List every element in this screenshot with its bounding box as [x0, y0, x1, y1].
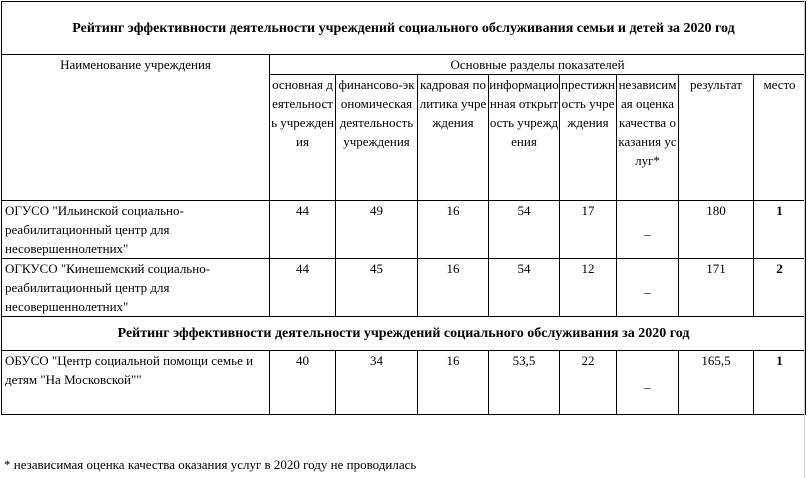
cell-result: 165,5 [679, 351, 754, 415]
section-subtitle: Рейтинг эффективности деятельности учреждений социального обслуживания за 2020 год [2, 317, 806, 351]
cell-value: 16 [418, 259, 489, 317]
cell-result: 171 [679, 259, 754, 317]
header-col-main-activity: основная деятельность учреждения [270, 75, 336, 201]
cell-value: 44 [270, 201, 336, 259]
cell-value: _ [617, 259, 679, 317]
cell-value: 54 [489, 201, 560, 259]
header-indicator-group: Основные разделы показателей [270, 55, 806, 75]
institution-name: ОБУСО "Центр социальной помощи семье и детям "На Московской"" [2, 351, 270, 415]
header-col-openness: информационная открытость учреждения [489, 75, 560, 201]
header-col-prestige: престижность учреждения [560, 75, 617, 201]
cell-place: 1 [754, 201, 806, 259]
header-institution-name: Наименование учреждения [2, 55, 270, 201]
table-row [2, 259, 806, 317]
cell-value: 17 [560, 201, 617, 259]
cell-value: 16 [418, 351, 489, 415]
table-title: Рейтинг эффективности деятельности учреждений социального обслуживания семьи и детей за 2020 год [2, 2, 806, 55]
cell-value: 12 [560, 259, 617, 317]
cell-value: 53,5 [489, 351, 560, 415]
cell-value: 16 [418, 201, 489, 259]
header-col-result: результат [679, 75, 754, 201]
cell-value: 40 [270, 351, 336, 415]
institution-name: ОГУСО "Ильинской социально-реабилитационный центр для несовершеннолетних" [2, 201, 270, 259]
cell-value: 44 [270, 259, 336, 317]
cell-value: 54 [489, 259, 560, 317]
header-col-personnel: кадровая политика учреждения [418, 75, 489, 201]
sheet-edge-divider [804, 0, 805, 478]
cell-value: 34 [336, 351, 418, 415]
header-col-financial: финансово-экономическая деятельность учреждения [336, 75, 418, 201]
rating-table [1, 1, 806, 415]
cell-value: _ [617, 351, 679, 415]
header-col-place: место [754, 75, 806, 201]
cell-place: 2 [754, 259, 806, 317]
table-row [2, 201, 806, 259]
institution-name: ОГКУСО "Кинешемский социально-реабилитационный центр для несовершеннолетних" [2, 259, 270, 317]
cell-value: _ [617, 201, 679, 259]
cell-value: 22 [560, 351, 617, 415]
cell-value: 45 [336, 259, 418, 317]
cell-place: 1 [754, 351, 806, 415]
cell-result: 180 [679, 201, 754, 259]
footnote: * независимая оценка качества оказания услуг в 2020 году не проводилась [4, 457, 417, 472]
header-col-independent-assessment: независимая оценка качества оказания услуг* [617, 75, 679, 201]
cell-value: 49 [336, 201, 418, 259]
table-row [2, 351, 806, 415]
